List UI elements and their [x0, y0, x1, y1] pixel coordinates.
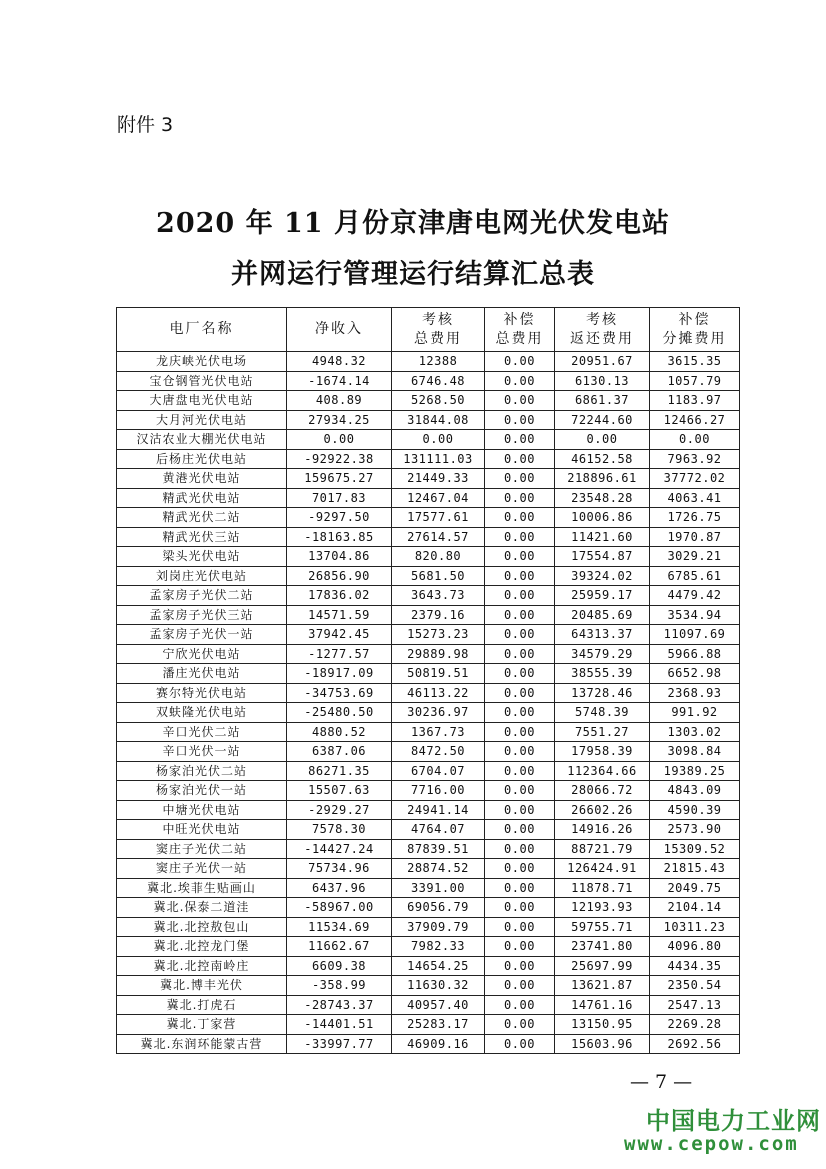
cell-comp-share: 4096.80 [650, 937, 740, 957]
cell-comp-share: 2573.90 [650, 820, 740, 840]
cell-assess-return: 15603.96 [555, 1034, 650, 1054]
table-row [117, 995, 740, 1015]
cell-assess-return: 11878.71 [555, 878, 650, 898]
cell-assess-total: 31844.08 [392, 410, 485, 430]
table-row [117, 527, 740, 547]
cell-assess-total: 820.80 [392, 547, 485, 567]
cell-name: 孟家房子光伏三站 [117, 605, 287, 625]
cell-name: 冀北.北控龙门堡 [117, 937, 287, 957]
cell-assess-total: 46113.22 [392, 683, 485, 703]
col-header-comp-total: 补偿 总费用 [485, 308, 555, 352]
cell-net-income: 11534.69 [287, 917, 392, 937]
cell-net-income: 26856.90 [287, 566, 392, 586]
table-row [117, 488, 740, 508]
table-row [117, 449, 740, 469]
cell-assess-return: 20951.67 [555, 352, 650, 372]
cell-comp-total: 0.00 [485, 761, 555, 781]
cell-assess-return: 64313.37 [555, 625, 650, 645]
cell-name: 中塘光伏电站 [117, 800, 287, 820]
cell-comp-total: 0.00 [485, 683, 555, 703]
table-row [117, 761, 740, 781]
cell-comp-total: 0.00 [485, 995, 555, 1015]
cell-assess-return: 7551.27 [555, 722, 650, 742]
cell-name: 冀北.博丰光伏 [117, 976, 287, 996]
cell-assess-return: 14761.16 [555, 995, 650, 1015]
cell-net-income: 37942.45 [287, 625, 392, 645]
cell-net-income: -33997.77 [287, 1034, 392, 1054]
cell-name: 冀北.埃菲生贴画山 [117, 878, 287, 898]
cell-comp-share: 4434.35 [650, 956, 740, 976]
cell-assess-total: 8472.50 [392, 742, 485, 762]
cell-name: 大月河光伏电站 [117, 410, 287, 430]
table-row [117, 800, 740, 820]
table-row [117, 820, 740, 840]
page-title-line1: 2020 年 11 月份京津唐电网光伏发电站 [156, 208, 670, 239]
table-row [117, 410, 740, 430]
cell-assess-total: 50819.51 [392, 664, 485, 684]
cell-net-income: 4948.32 [287, 352, 392, 372]
cell-assess-return: 26602.26 [555, 800, 650, 820]
cell-comp-share: 2350.54 [650, 976, 740, 996]
cell-comp-share: 3098.84 [650, 742, 740, 762]
table-row [117, 1034, 740, 1054]
cell-assess-total: 21449.33 [392, 469, 485, 489]
cell-name: 冀北.保泰二道洼 [117, 898, 287, 918]
cell-assess-total: 24941.14 [392, 800, 485, 820]
table-header [117, 308, 740, 352]
cell-comp-share: 1303.02 [650, 722, 740, 742]
cell-comp-share: 1726.75 [650, 508, 740, 528]
cell-assess-total: 1367.73 [392, 722, 485, 742]
cell-comp-share: 37772.02 [650, 469, 740, 489]
cell-assess-total: 69056.79 [392, 898, 485, 918]
cell-comp-total: 0.00 [485, 878, 555, 898]
cell-assess-return: 6861.37 [555, 391, 650, 411]
table-row [117, 1015, 740, 1035]
col-header-comp-share: 补偿 分摊费用 [650, 308, 740, 352]
cell-net-income: 15507.63 [287, 781, 392, 801]
cell-comp-total: 0.00 [485, 430, 555, 450]
cell-assess-total: 7982.33 [392, 937, 485, 957]
cell-assess-return: 28066.72 [555, 781, 650, 801]
col-header-assess-total: 考核 总费用 [392, 308, 485, 352]
cell-comp-share: 6652.98 [650, 664, 740, 684]
cell-net-income: 159675.27 [287, 469, 392, 489]
cell-assess-total: 17577.61 [392, 508, 485, 528]
table-row [117, 898, 740, 918]
cell-name: 杨家泊光伏二站 [117, 761, 287, 781]
cell-assess-return: 12193.93 [555, 898, 650, 918]
cell-comp-total: 0.00 [485, 586, 555, 606]
cell-net-income: 27934.25 [287, 410, 392, 430]
col-header-net-income: 净收入 [287, 308, 392, 352]
cell-assess-total: 37909.79 [392, 917, 485, 937]
cell-comp-total: 0.00 [485, 488, 555, 508]
cell-comp-share: 19389.25 [650, 761, 740, 781]
cell-name: 刘岗庄光伏电站 [117, 566, 287, 586]
cell-name: 潘庄光伏电站 [117, 664, 287, 684]
cell-name: 汉沽农业大棚光伏电站 [117, 430, 287, 450]
cell-comp-share: 2269.28 [650, 1015, 740, 1035]
cell-comp-total: 0.00 [485, 527, 555, 547]
table-row [117, 859, 740, 879]
cell-net-income: 7017.83 [287, 488, 392, 508]
cell-comp-share: 11097.69 [650, 625, 740, 645]
cell-comp-share: 7963.92 [650, 449, 740, 469]
cell-comp-total: 0.00 [485, 859, 555, 879]
cell-assess-return: 17554.87 [555, 547, 650, 567]
cell-net-income: -92922.38 [287, 449, 392, 469]
cell-net-income: 86271.35 [287, 761, 392, 781]
table-row [117, 469, 740, 489]
cell-net-income: -58967.00 [287, 898, 392, 918]
cell-comp-share: 3534.94 [650, 605, 740, 625]
cell-net-income: -14427.24 [287, 839, 392, 859]
cell-name: 中旺光伏电站 [117, 820, 287, 840]
table-row [117, 722, 740, 742]
table-row [117, 586, 740, 606]
cell-assess-return: 25959.17 [555, 586, 650, 606]
table-row [117, 371, 740, 391]
cell-name: 冀北.北控南岭庄 [117, 956, 287, 976]
cell-net-income: -1674.14 [287, 371, 392, 391]
cell-assess-return: 112364.66 [555, 761, 650, 781]
cell-net-income: -25480.50 [287, 703, 392, 723]
cell-comp-total: 0.00 [485, 352, 555, 372]
cell-net-income: -18917.09 [287, 664, 392, 684]
settlement-table [116, 307, 740, 1054]
cell-net-income: -18163.85 [287, 527, 392, 547]
table-row [117, 937, 740, 957]
cell-assess-return: 34579.29 [555, 644, 650, 664]
cell-net-income: 6609.38 [287, 956, 392, 976]
cell-assess-total: 30236.97 [392, 703, 485, 723]
cell-name: 辛口光伏一站 [117, 742, 287, 762]
cell-assess-total: 15273.23 [392, 625, 485, 645]
col-header-name: 电厂名称 [117, 308, 287, 352]
cell-comp-share: 5966.88 [650, 644, 740, 664]
cell-net-income: -14401.51 [287, 1015, 392, 1035]
cell-assess-total: 6704.07 [392, 761, 485, 781]
cell-name: 冀北.丁家营 [117, 1015, 287, 1035]
table-row [117, 566, 740, 586]
cell-comp-total: 0.00 [485, 703, 555, 723]
cell-assess-return: 88721.79 [555, 839, 650, 859]
cell-name: 冀北.东润环能蒙古营 [117, 1034, 287, 1054]
cell-net-income: 14571.59 [287, 605, 392, 625]
cell-comp-total: 0.00 [485, 917, 555, 937]
cell-assess-total: 7716.00 [392, 781, 485, 801]
cell-comp-total: 0.00 [485, 391, 555, 411]
cell-comp-total: 0.00 [485, 605, 555, 625]
cell-comp-total: 0.00 [485, 937, 555, 957]
cell-comp-total: 0.00 [485, 547, 555, 567]
table-row [117, 683, 740, 703]
cell-assess-return: 6130.13 [555, 371, 650, 391]
watermark-url: www.cepow.com [624, 1133, 799, 1155]
cell-assess-total: 11630.32 [392, 976, 485, 996]
table-row [117, 664, 740, 684]
cell-assess-return: 126424.91 [555, 859, 650, 879]
page-number: — 7 — [630, 1071, 693, 1093]
cell-comp-share: 10311.23 [650, 917, 740, 937]
cell-name: 大唐盘电光伏电站 [117, 391, 287, 411]
table-row [117, 547, 740, 567]
cell-comp-total: 0.00 [485, 956, 555, 976]
cell-comp-total: 0.00 [485, 781, 555, 801]
table-row [117, 703, 740, 723]
cell-comp-share: 6785.61 [650, 566, 740, 586]
table-row [117, 976, 740, 996]
cell-net-income: 4880.52 [287, 722, 392, 742]
cell-assess-return: 20485.69 [555, 605, 650, 625]
table-row [117, 625, 740, 645]
cell-net-income: 0.00 [287, 430, 392, 450]
cell-comp-share: 2547.13 [650, 995, 740, 1015]
table-row [117, 742, 740, 762]
watermark-site-name: 中国电力工业网 [646, 1107, 821, 1135]
cell-assess-total: 6746.48 [392, 371, 485, 391]
cell-comp-total: 0.00 [485, 898, 555, 918]
cell-comp-total: 0.00 [485, 469, 555, 489]
table-row [117, 878, 740, 898]
cell-assess-return: 23548.28 [555, 488, 650, 508]
cell-net-income: 13704.86 [287, 547, 392, 567]
cell-assess-return: 39324.02 [555, 566, 650, 586]
table-row [117, 391, 740, 411]
cell-assess-return: 25697.99 [555, 956, 650, 976]
cell-comp-share: 0.00 [650, 430, 740, 450]
cell-name: 龙庆峡光伏电场 [117, 352, 287, 372]
cell-comp-total: 0.00 [485, 1034, 555, 1054]
cell-assess-total: 3391.00 [392, 878, 485, 898]
cell-comp-total: 0.00 [485, 839, 555, 859]
page-title-line2: 并网运行管理运行结算汇总表 [231, 259, 595, 290]
cell-comp-share: 1970.87 [650, 527, 740, 547]
cell-name: 赛尔特光伏电站 [117, 683, 287, 703]
cell-comp-share: 15309.52 [650, 839, 740, 859]
cell-comp-total: 0.00 [485, 976, 555, 996]
cell-name: 精武光伏电站 [117, 488, 287, 508]
cell-net-income: 75734.96 [287, 859, 392, 879]
cell-net-income: 408.89 [287, 391, 392, 411]
cell-net-income: 17836.02 [287, 586, 392, 606]
cell-comp-total: 0.00 [485, 722, 555, 742]
cell-assess-total: 5681.50 [392, 566, 485, 586]
cell-net-income: -358.99 [287, 976, 392, 996]
cell-assess-return: 13728.46 [555, 683, 650, 703]
table-row [117, 352, 740, 372]
table-row [117, 605, 740, 625]
cell-assess-return: 5748.39 [555, 703, 650, 723]
cell-assess-total: 27614.57 [392, 527, 485, 547]
cell-net-income: -1277.57 [287, 644, 392, 664]
cell-assess-total: 25283.17 [392, 1015, 485, 1035]
attachment-label: 附件 3 [117, 114, 174, 136]
cell-net-income: 6437.96 [287, 878, 392, 898]
cell-comp-total: 0.00 [485, 742, 555, 762]
table-row [117, 644, 740, 664]
cell-name: 冀北.北控敖包山 [117, 917, 287, 937]
cell-assess-total: 46909.16 [392, 1034, 485, 1054]
table-row [117, 781, 740, 801]
cell-name: 宁欣光伏电站 [117, 644, 287, 664]
table-row [117, 839, 740, 859]
cell-assess-return: 13621.87 [555, 976, 650, 996]
cell-assess-return: 14916.26 [555, 820, 650, 840]
cell-comp-total: 0.00 [485, 800, 555, 820]
col-header-assess-return: 考核 返还费用 [555, 308, 650, 352]
cell-net-income: -34753.69 [287, 683, 392, 703]
cell-comp-total: 0.00 [485, 508, 555, 528]
cell-name: 双蚨隆光伏电站 [117, 703, 287, 723]
cell-comp-share: 1183.97 [650, 391, 740, 411]
cell-comp-total: 0.00 [485, 410, 555, 430]
cell-name: 冀北.打虎石 [117, 995, 287, 1015]
cell-comp-share: 4843.09 [650, 781, 740, 801]
cell-assess-total: 87839.51 [392, 839, 485, 859]
cell-name: 孟家房子光伏二站 [117, 586, 287, 606]
cell-net-income: 7578.30 [287, 820, 392, 840]
cell-assess-total: 131111.03 [392, 449, 485, 469]
cell-comp-share: 991.92 [650, 703, 740, 723]
table-row [117, 430, 740, 450]
cell-name: 精武光伏二站 [117, 508, 287, 528]
cell-assess-total: 0.00 [392, 430, 485, 450]
cell-comp-total: 0.00 [485, 820, 555, 840]
cell-assess-return: 10006.86 [555, 508, 650, 528]
cell-name: 孟家房子光伏一站 [117, 625, 287, 645]
cell-name: 窦庄子光伏一站 [117, 859, 287, 879]
cell-comp-share: 2049.75 [650, 878, 740, 898]
cell-assess-return: 59755.71 [555, 917, 650, 937]
cell-assess-return: 38555.39 [555, 664, 650, 684]
cell-comp-total: 0.00 [485, 449, 555, 469]
cell-comp-total: 0.00 [485, 664, 555, 684]
cell-name: 辛口光伏二站 [117, 722, 287, 742]
cell-name: 窦庄子光伏二站 [117, 839, 287, 859]
cell-assess-total: 12467.04 [392, 488, 485, 508]
cell-name: 梁头光伏电站 [117, 547, 287, 567]
cell-assess-total: 2379.16 [392, 605, 485, 625]
cell-assess-total: 29889.98 [392, 644, 485, 664]
cell-comp-share: 12466.27 [650, 410, 740, 430]
cell-assess-total: 12388 [392, 352, 485, 372]
cell-assess-return: 23741.80 [555, 937, 650, 957]
cell-assess-total: 5268.50 [392, 391, 485, 411]
cell-net-income: -28743.37 [287, 995, 392, 1015]
cell-comp-total: 0.00 [485, 371, 555, 391]
cell-assess-return: 17958.39 [555, 742, 650, 762]
cell-comp-share: 2368.93 [650, 683, 740, 703]
cell-assess-return: 0.00 [555, 430, 650, 450]
cell-name: 精武光伏三站 [117, 527, 287, 547]
cell-comp-share: 4590.39 [650, 800, 740, 820]
cell-assess-return: 46152.58 [555, 449, 650, 469]
cell-name: 宝仓钢管光伏电站 [117, 371, 287, 391]
cell-assess-return: 13150.95 [555, 1015, 650, 1035]
cell-net-income: 6387.06 [287, 742, 392, 762]
cell-comp-share: 3615.35 [650, 352, 740, 372]
cell-assess-return: 72244.60 [555, 410, 650, 430]
cell-assess-total: 40957.40 [392, 995, 485, 1015]
cell-name: 后杨庄光伏电站 [117, 449, 287, 469]
cell-net-income: 11662.67 [287, 937, 392, 957]
cell-assess-return: 11421.60 [555, 527, 650, 547]
cell-comp-share: 2692.56 [650, 1034, 740, 1054]
cell-comp-total: 0.00 [485, 644, 555, 664]
cell-assess-total: 4764.07 [392, 820, 485, 840]
cell-assess-total: 28874.52 [392, 859, 485, 879]
table-row [117, 956, 740, 976]
cell-comp-total: 0.00 [485, 566, 555, 586]
cell-assess-total: 3643.73 [392, 586, 485, 606]
table-row [117, 917, 740, 937]
cell-comp-share: 4063.41 [650, 488, 740, 508]
cell-assess-return: 218896.61 [555, 469, 650, 489]
cell-net-income: -2929.27 [287, 800, 392, 820]
cell-net-income: -9297.50 [287, 508, 392, 528]
cell-comp-share: 21815.43 [650, 859, 740, 879]
cell-comp-share: 2104.14 [650, 898, 740, 918]
cell-comp-total: 0.00 [485, 625, 555, 645]
cell-comp-share: 4479.42 [650, 586, 740, 606]
cell-assess-total: 14654.25 [392, 956, 485, 976]
table-body [117, 352, 740, 1054]
table-row [117, 508, 740, 528]
cell-comp-share: 3029.21 [650, 547, 740, 567]
cell-comp-total: 0.00 [485, 1015, 555, 1035]
cell-name: 杨家泊光伏一站 [117, 781, 287, 801]
cell-name: 黄港光伏电站 [117, 469, 287, 489]
cell-comp-share: 1057.79 [650, 371, 740, 391]
header-row [117, 308, 740, 352]
